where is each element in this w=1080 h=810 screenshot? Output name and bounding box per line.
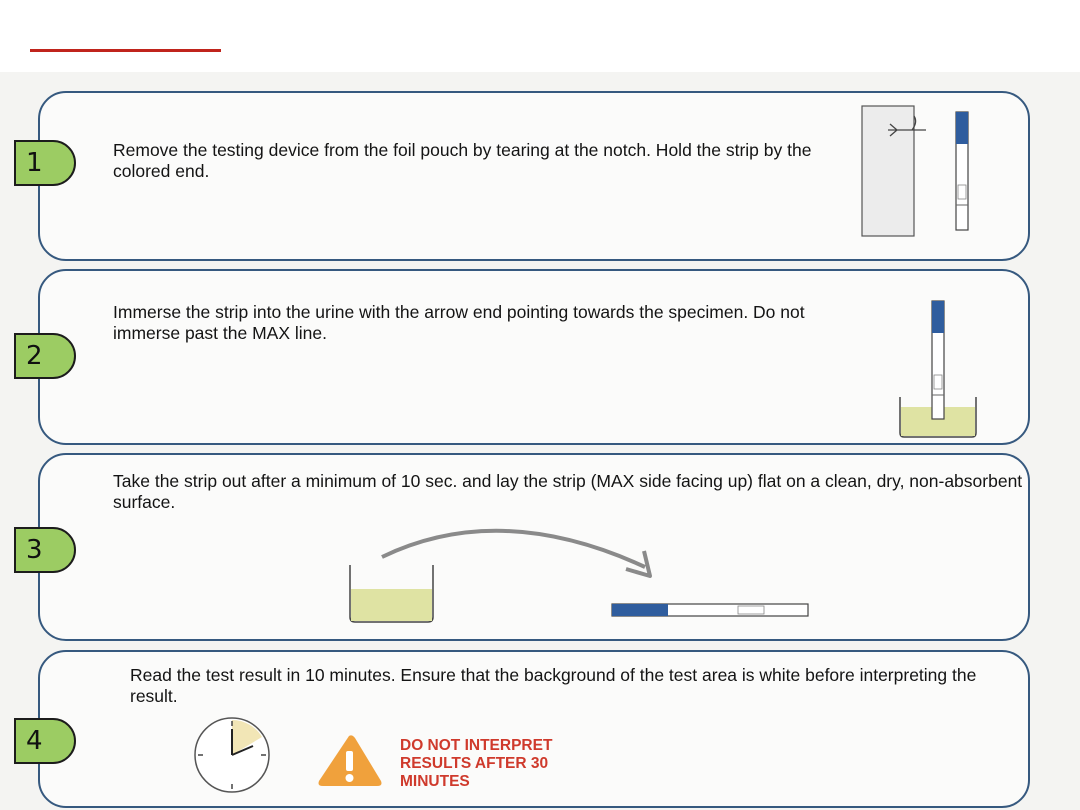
- step-2-badge: 2: [14, 333, 76, 379]
- step-2-text: Immerse the strip into the urine with the arrow end pointing towards the specimen. Do not immerse past the MAX line.: [113, 302, 805, 343]
- step-3-badge: 3: [14, 527, 76, 573]
- step-2-panel: [38, 269, 1030, 445]
- foil-pouch-and-strip-illustration: [850, 100, 980, 245]
- strip-in-urine-cup-illustration: [890, 295, 990, 440]
- warning-text: DO NOT INTERPRET RESULTS AFTER 30 MINUTES: [400, 737, 553, 790]
- step-4-text: Read the test result in 10 minutes. Ensure that the background of the test area is white before interpreting the result.: [130, 665, 977, 706]
- clock-icon: [185, 715, 285, 795]
- step-1-text: Remove the testing device from the foil pouch by tearing at the notch. Hold the strip by the colored end.: [113, 140, 812, 181]
- lay-strip-flat-illustration: [340, 525, 820, 630]
- step-3-text: Take the strip out after a minimum of 10 sec. and lay the strip (MAX side facing up) flat on a clean, dry, non-absorbent surface.: [113, 471, 1023, 512]
- warning-icon: [315, 733, 385, 788]
- step-4-badge: 4: [14, 718, 76, 764]
- step-1-badge: 1: [14, 140, 76, 186]
- title-underline: [30, 49, 221, 52]
